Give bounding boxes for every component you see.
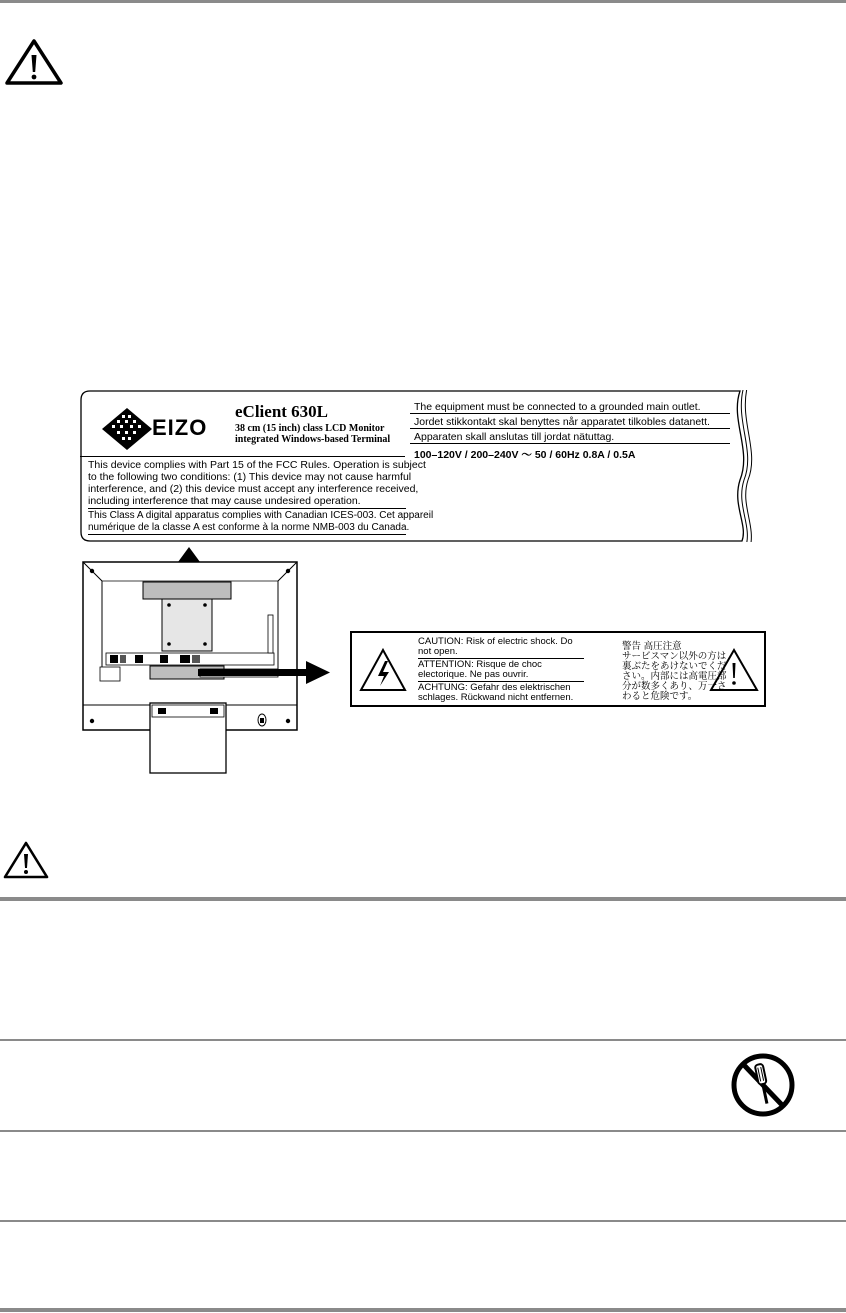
- warning-icon: [4, 38, 64, 86]
- monitor-rear-illustration: [80, 545, 380, 775]
- fcc-line-2: to the following two conditions: (1) This device may not cause harmful: [88, 471, 412, 483]
- label-divider-right-1: [410, 413, 730, 414]
- section-rule-3: [0, 1130, 846, 1132]
- fcc-line-3: interference, and (2) this device must accept any interference received,: [88, 483, 419, 495]
- section-rule-1: [0, 897, 846, 901]
- brand-name: EIZO: [152, 415, 208, 440]
- ground-line-3: Apparaten skall anslutas till jordat nätuttag.: [414, 431, 615, 443]
- caution-jp-5: 分が数多くあり、万一さ: [622, 681, 727, 692]
- label-divider-left-mid: [88, 508, 406, 509]
- model-desc-1: 38 cm (15 inch) class LCD Monitor: [235, 423, 385, 434]
- canada-line-2: numérique de la classe A est conforme à la norme NMB-003 du Canada.: [88, 522, 410, 533]
- caution-de-head: ACHTUNG:: [418, 682, 468, 693]
- label-divider-left-bottom: [88, 534, 406, 535]
- label-divider-left-top: [80, 456, 405, 457]
- power-rating: 100–120V / 200–240V ～ 50 / 60Hz 0.8A / 0.5A: [414, 449, 636, 461]
- ground-line-2: Jordet stikkontakt skal benyttes når apparatet tilkobles datanett.: [414, 416, 710, 428]
- bottom-rule: [0, 1308, 846, 1312]
- label-divider-right-3: [410, 443, 730, 444]
- fcc-line-4: including interference that may cause undesired operation.: [88, 495, 361, 507]
- section-rule-4: [0, 1220, 846, 1222]
- caution-fr-body: Risque de choc: [476, 659, 542, 670]
- caution-de-body: Gefahr des elektrischen: [470, 682, 571, 693]
- no-disassemble-icon: [728, 1050, 798, 1120]
- caution-fr-2: electorique. Ne pas ouvrir.: [418, 669, 529, 680]
- caution-jp-2: サービスマン以外の方は: [622, 651, 727, 662]
- warning-icon-2: [2, 840, 50, 880]
- electric-shock-icon: [358, 647, 408, 693]
- caution-jp-1: 警告 高圧注意: [622, 641, 682, 652]
- canada-line-1: This Class A digital apparatus complies with Canadian ICES-003. Cet appareil: [88, 510, 434, 521]
- section-rule-2: [0, 1039, 846, 1041]
- caution-de-2: schlages. Rückwand nicht entfernen.: [418, 692, 574, 703]
- warning-icon-small: [708, 647, 760, 693]
- caution-en-head: CAUTION:: [418, 636, 464, 647]
- caution-en-2: not open.: [418, 646, 458, 657]
- caution-jp-6: わると危険です。: [622, 691, 698, 702]
- label-divider-right-2: [410, 428, 730, 429]
- model-desc-2: integrated Windows-based Terminal: [235, 434, 391, 445]
- model-name: eClient 630L: [235, 402, 329, 421]
- ground-line-1: The equipment must be connected to a grounded main outlet.: [414, 401, 701, 413]
- eizo-logo: [100, 406, 154, 452]
- fcc-line-1: This device complies with Part 15 of the FCC Rules. Operation is subject: [88, 459, 426, 471]
- caution-fr-head: ATTENTION:: [418, 659, 474, 670]
- caution-en-body: Risk of electric shock. Do: [466, 636, 573, 647]
- caution-jp-3: 裏ぶたをあけないでくだ: [622, 661, 727, 672]
- caution-label: [350, 631, 766, 707]
- caution-jp-4: さい。内部には高電圧部: [622, 671, 727, 682]
- top-rule: [0, 0, 846, 3]
- rating-label: [80, 390, 760, 542]
